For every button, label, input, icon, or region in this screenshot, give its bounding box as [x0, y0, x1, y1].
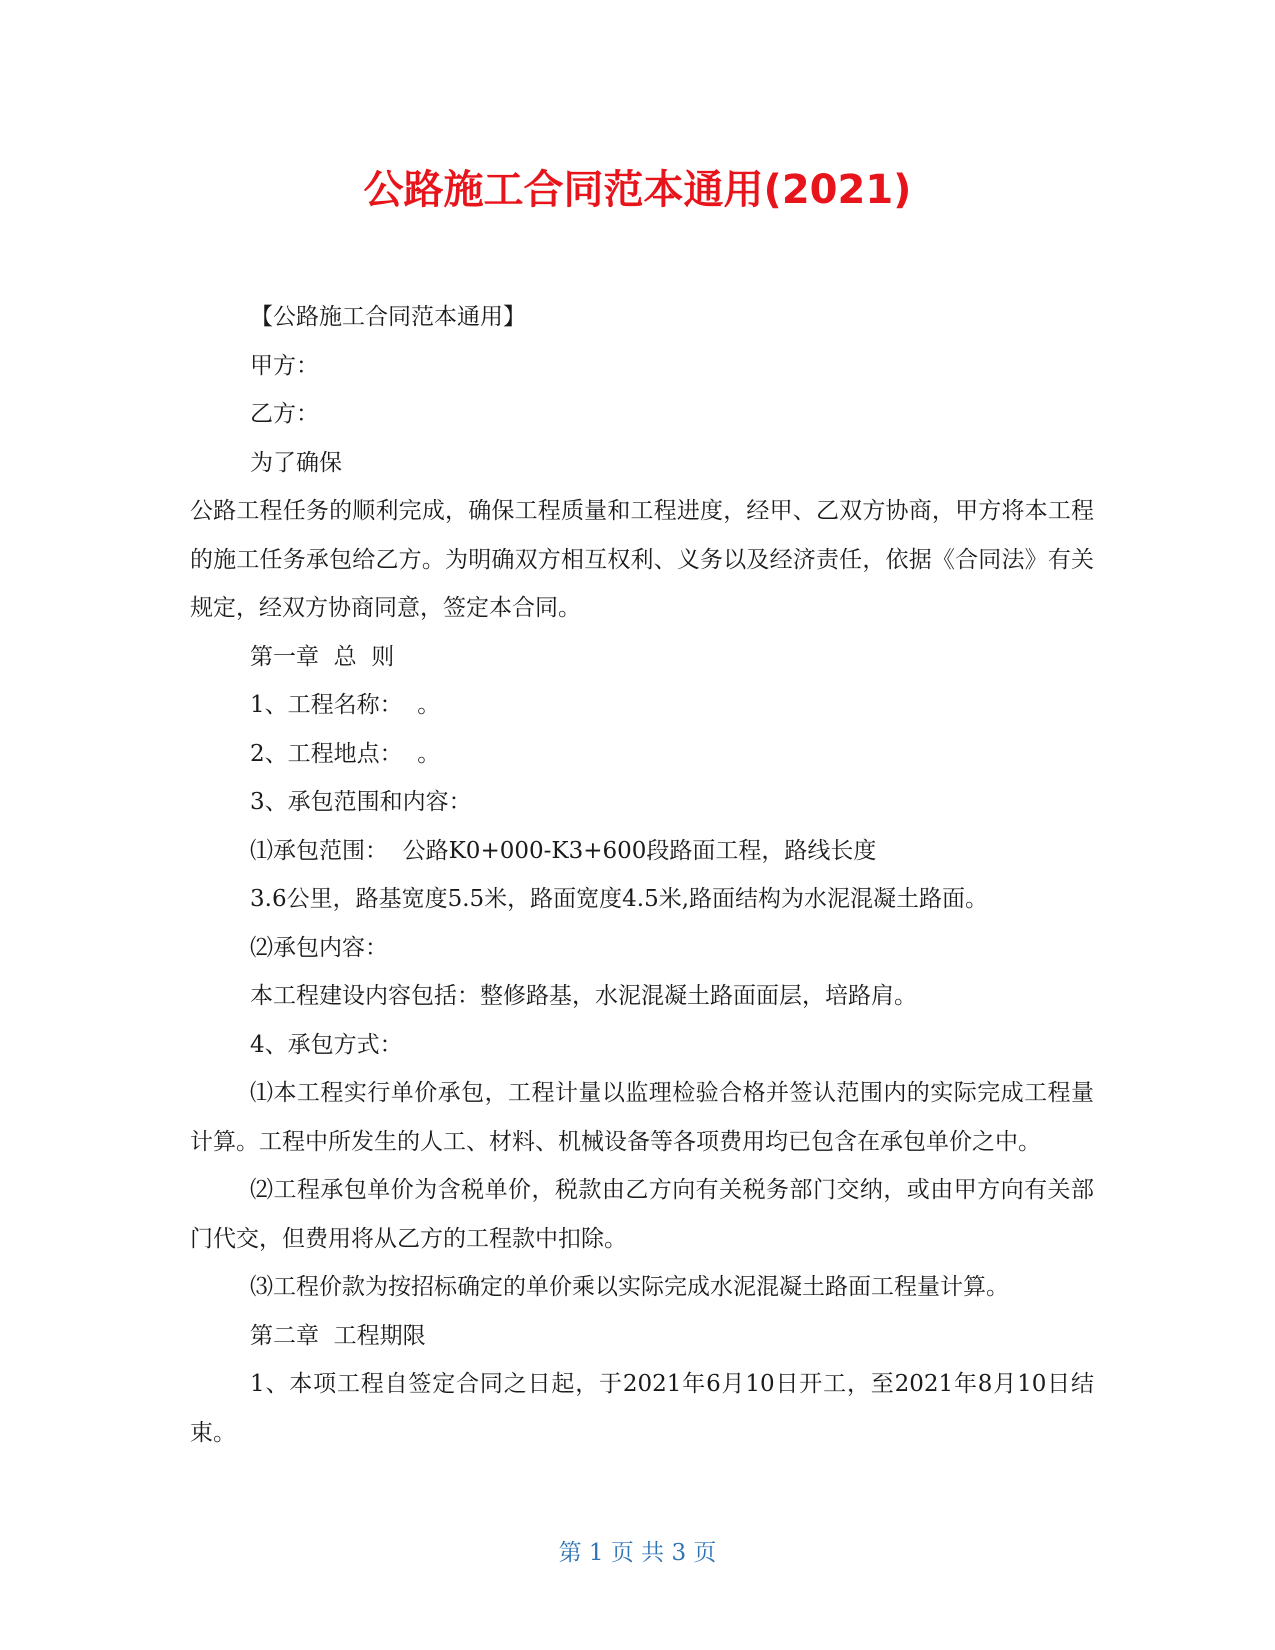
clause-scope-range-detail: 3.6公里，路基宽度5.5米，路面宽度4.5米,路面结构为水泥混凝土路面。 — [250, 886, 989, 912]
clause-contract-method-heading: 4、承包方式： — [250, 1031, 403, 1058]
paragraph-party-b: 乙方： — [250, 401, 319, 427]
clause-method-price-calculation: ⑶工程价款为按招标确定的单价乘以实际完成水泥混凝土路面工程量计算。 — [250, 1274, 1009, 1300]
paragraph-intro-lead: 为了确保 — [250, 449, 342, 476]
document-body — [190, 293, 1094, 1457]
clause-method-tax: ⑵工程承包单价为含税单价，税款由乙方向有关税务部门交纳，或由甲方向有关部门代交，但费用将从乙方的工程款中扣除。 — [190, 1177, 1094, 1252]
clause-scope-content-heading: ⑵承包内容： — [250, 934, 388, 961]
chapter-one-heading: 第一章 总 则 — [250, 643, 395, 670]
clause-method-unit-price: ⑴本工程实行单价承包，工程计量以监理检验合格并签认范围内的实际完成工程量计算。工程中所发生的人工、材料、机械设备等各项费用均已包含在承包单价之中。 — [190, 1080, 1094, 1155]
paragraph-intro-body: 公路工程任务的顺利完成，确保工程质量和工程进度，经甲、乙双方协商，甲方将本工程的施工任务承包给乙方。为明确双方相互权利、义务以及经济责任，依据《合同法》有关规定，经双方协商同意，签定本合同。 — [190, 498, 1094, 621]
clause-scope-heading: 3、承包范围和内容： — [250, 789, 472, 815]
clause-scope-range: ⑴承包范围： 公路K0+000-K3+600段路面工程，路线长度 — [250, 837, 877, 864]
document-title: 公路施工合同范本通用(2021) — [363, 167, 912, 213]
chapter-two-heading: 第二章 工程期限 — [250, 1322, 426, 1349]
clause-project-location: 2、工程地点： 。 — [250, 740, 441, 767]
clause-scope-content: 本工程建设内容包括：整修路基，水泥混凝土路面面层，培路肩。 — [250, 983, 917, 1009]
paragraph-contract-heading: 【公路施工合同范本通用】 — [250, 304, 526, 330]
clause-project-name: 1、工程名称： 。 — [250, 692, 441, 718]
clause-schedule: 1、本项工程自签定合同之日起，于2021年6月10日开工，至2021年8月10日结束。 — [190, 1371, 1094, 1446]
page-number-footer: 第 1 页 共 3 页 — [558, 1540, 717, 1566]
paragraph-party-a: 甲方： — [250, 352, 319, 379]
